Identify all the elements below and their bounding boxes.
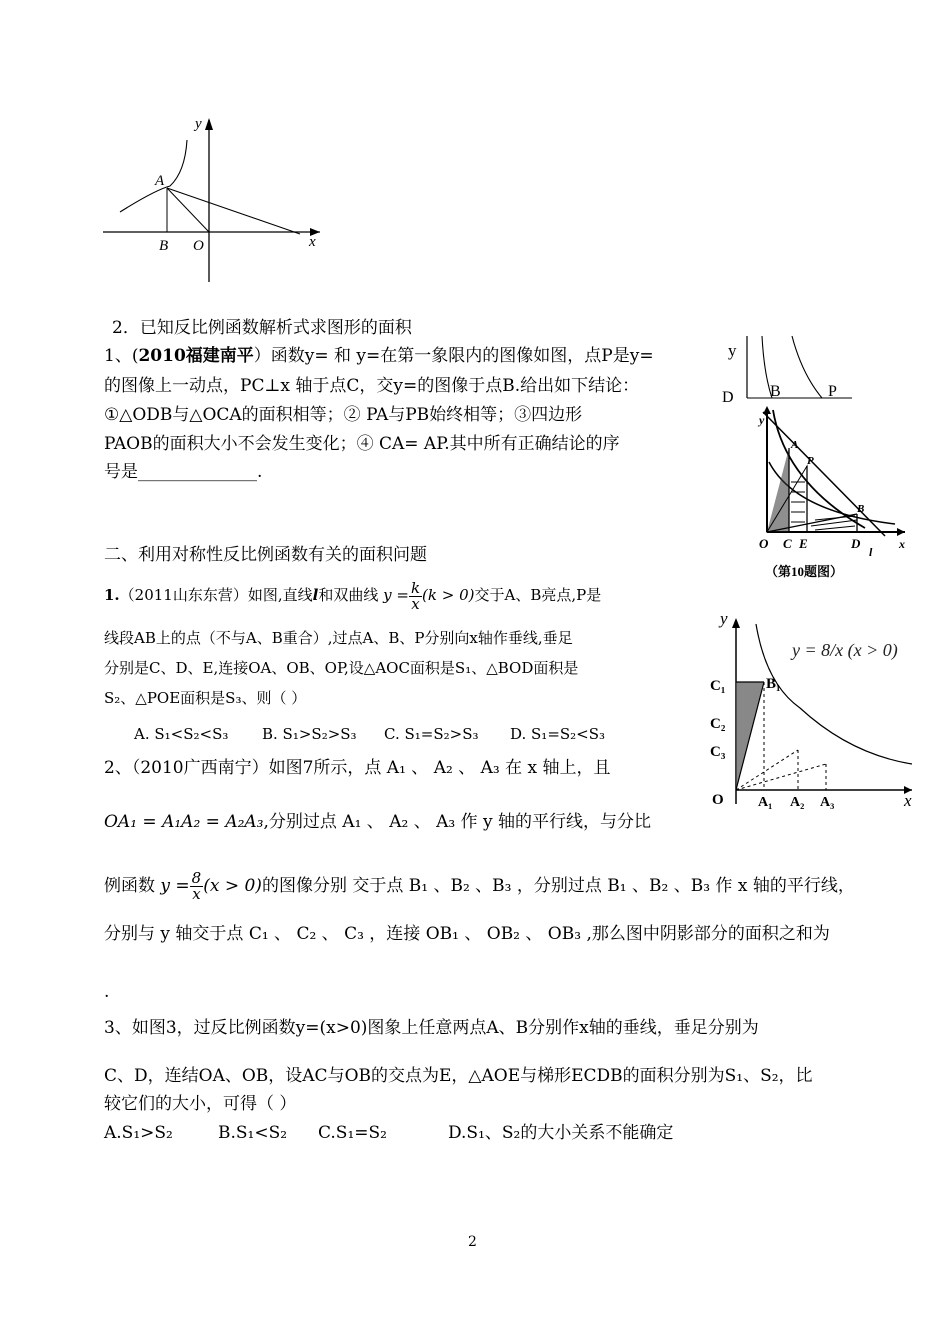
svg-text:x: x [904,791,912,810]
figure-3-problem-10 [745,402,915,582]
fig1-o-label: O [193,238,204,254]
fig1-x-label: x [309,234,316,250]
question-3-option-a: A.S₁>S₂ [104,1123,173,1143]
question-2-fraction: $\frac{8}{x}$ [191,869,202,903]
section-2-title: 2．已知反比例函数解析式求图形的面积 [112,318,412,338]
page-number: 2 [468,1234,477,1250]
question-3-line-2: C、D，连结OA、OB，设AC与OB的交点为E，△AOE与梯形ECDB的面积分别为S₁、S₂，比 [104,1066,813,1086]
svg-text:A₂: A₂ [790,795,805,810]
question-3-option-d: D.S₁、S₂的大小关系不能确定 [448,1123,674,1143]
question-3-option-c: C.S₁=S₂ [318,1123,387,1143]
question-2-line-5: . [104,982,110,1002]
question-1-condition: (k > 0) [422,586,475,604]
question-3-option-b: B.S₁<S₂ [218,1123,288,1143]
question-1-line-4: S₂、△POE面积是S₃、则（ ） [104,689,307,707]
question-1-line-3: 分别是C、D、E,连接OA、OB、OP,设△AOC面积是S₁、△BOD面积是 [104,659,579,677]
svg-text:B: B [857,503,865,515]
question-2-func-y: y = [160,876,190,896]
fig1-b-label: B [159,238,169,254]
question-1-option-c: C. S₁=S₂>S₃ [384,725,479,743]
problem-1-line-2: 的图像上一动点，PC⊥x 轴于点C，交y=的图像于点B.给出如下结论： [104,376,640,396]
svg-text:y: y [720,609,728,628]
svg-text:B₁: B₁ [766,676,781,692]
section-symmetry-title: 二、利用对称性反比例函数有关的面积问题 [104,545,427,565]
figure-4-shaded-areas [700,604,920,814]
question-1-mid: 和双曲线 [318,586,379,604]
problem-1-line-4: PAOB的面积大小不会发生变化；④ CA= AP.其中所有正确结论的序 [104,434,620,454]
svg-text:l: l [869,545,873,559]
fig2-d-label: D [722,389,734,402]
question-2-func-cond: (x > 0) [203,876,262,896]
fig1-y-label: y [195,116,202,132]
problem-1-source: 2010福建南平 [138,346,254,366]
svg-text:x: x [899,537,905,551]
figure-1-hyperbola [95,110,335,290]
question-2-text-b: ,分别过点 A₁ 、 A₂ 、 A₃ 作 y 轴的平行线，与分比 [263,812,652,832]
question-1-post: 交于A、B亮点,P是 [474,586,602,604]
question-2-line-2 [104,810,651,834]
problem-1-num: 1、( [104,346,139,366]
question-1-option-d: D. S₁=S₂<S₃ [510,725,606,743]
problem-1-line-1 [104,344,654,368]
svg-text:A₃: A₃ [820,795,835,810]
question-3-line-3: 较它们的大小，可得（ ） [104,1094,297,1114]
svg-text:C₁: C₁ [710,678,726,694]
svg-text:C₃: C₃ [710,744,726,760]
svg-text:A₁: A₁ [758,795,773,810]
question-1-func: y = [383,586,409,604]
question-2-func-pre: 例函数 [104,876,155,896]
question-3-line-1: 3、如图3，过反比例函数y=(x>0)图象上任意两点A、B分别作x轴的垂线，垂足分别为 [104,1018,759,1038]
question-1-fraction: $\frac{k}{x}$ [410,578,421,613]
problem-1-text-a: ）函数y= 和 y=在第一象限内的图像如图，点P是y= [253,346,654,366]
figure-2-cropped [722,334,862,402]
question-2-equation: OA₁ = A₁A₂ = A₂A₃ [104,812,264,832]
fig2-y-label: y [728,341,737,360]
svg-text:P: P [807,455,814,467]
svg-text:D: D [851,536,861,551]
svg-text:O: O [759,536,769,551]
question-1-line-l: l [312,586,319,604]
svg-text:A: A [791,439,799,451]
question-1-pre: （2011山东东营）如图,直线 [119,586,313,604]
fig3-caption: （第10题图） [765,564,844,579]
fig4-formula: y = 8/x (x > 0) [792,640,898,660]
question-2-func-post: 的图像分别 交于点 B₁ 、B₂ 、B₃ ，分别过点 B₁ 、B₂ 、B₃ 作 x 轴的平行线， [261,876,855,896]
question-2-line-1: 2、（2010广西南宁）如图7所示，点 A₁ 、 A₂ 、 A₃ 在 x 轴上，且 [104,758,611,778]
question-1-option-a: A. S₁<S₂<S₃ [134,725,229,743]
svg-text:E: E [799,536,808,551]
svg-text:O: O [712,792,724,808]
svg-text:C: C [783,536,792,551]
question-1-line-2: 线段AB上的点（不与A、B重合）,过点A、B、P分别向x轴作垂线,垂足 [104,629,573,647]
question-1-option-b: B. S₁>S₂>S₃ [262,725,357,743]
svg-text:C₂: C₂ [710,716,726,732]
question-1-num: 1. [104,586,120,604]
fig1-a-label: A [155,173,165,189]
question-2-line-4: 分别与 y 轴交于点 C₁ 、 C₂ 、 C₃ ，连接 OB₁ 、 OB₂ 、 OB₃ ,那么图中阴影部分的面积之和为 [104,924,830,944]
question-1-line-1 [104,580,601,612]
problem-1-line-5: 号是______________. [104,462,263,482]
svg-text:y: y [759,413,765,427]
fig2-b-label: B [770,383,781,400]
problem-1-line-3: ①△ODB与△OCA的面积相等；② PA与PB始终相等；③四边形 [104,405,583,425]
question-2-line-3 [104,868,855,904]
fig2-p-label: P [828,383,837,400]
